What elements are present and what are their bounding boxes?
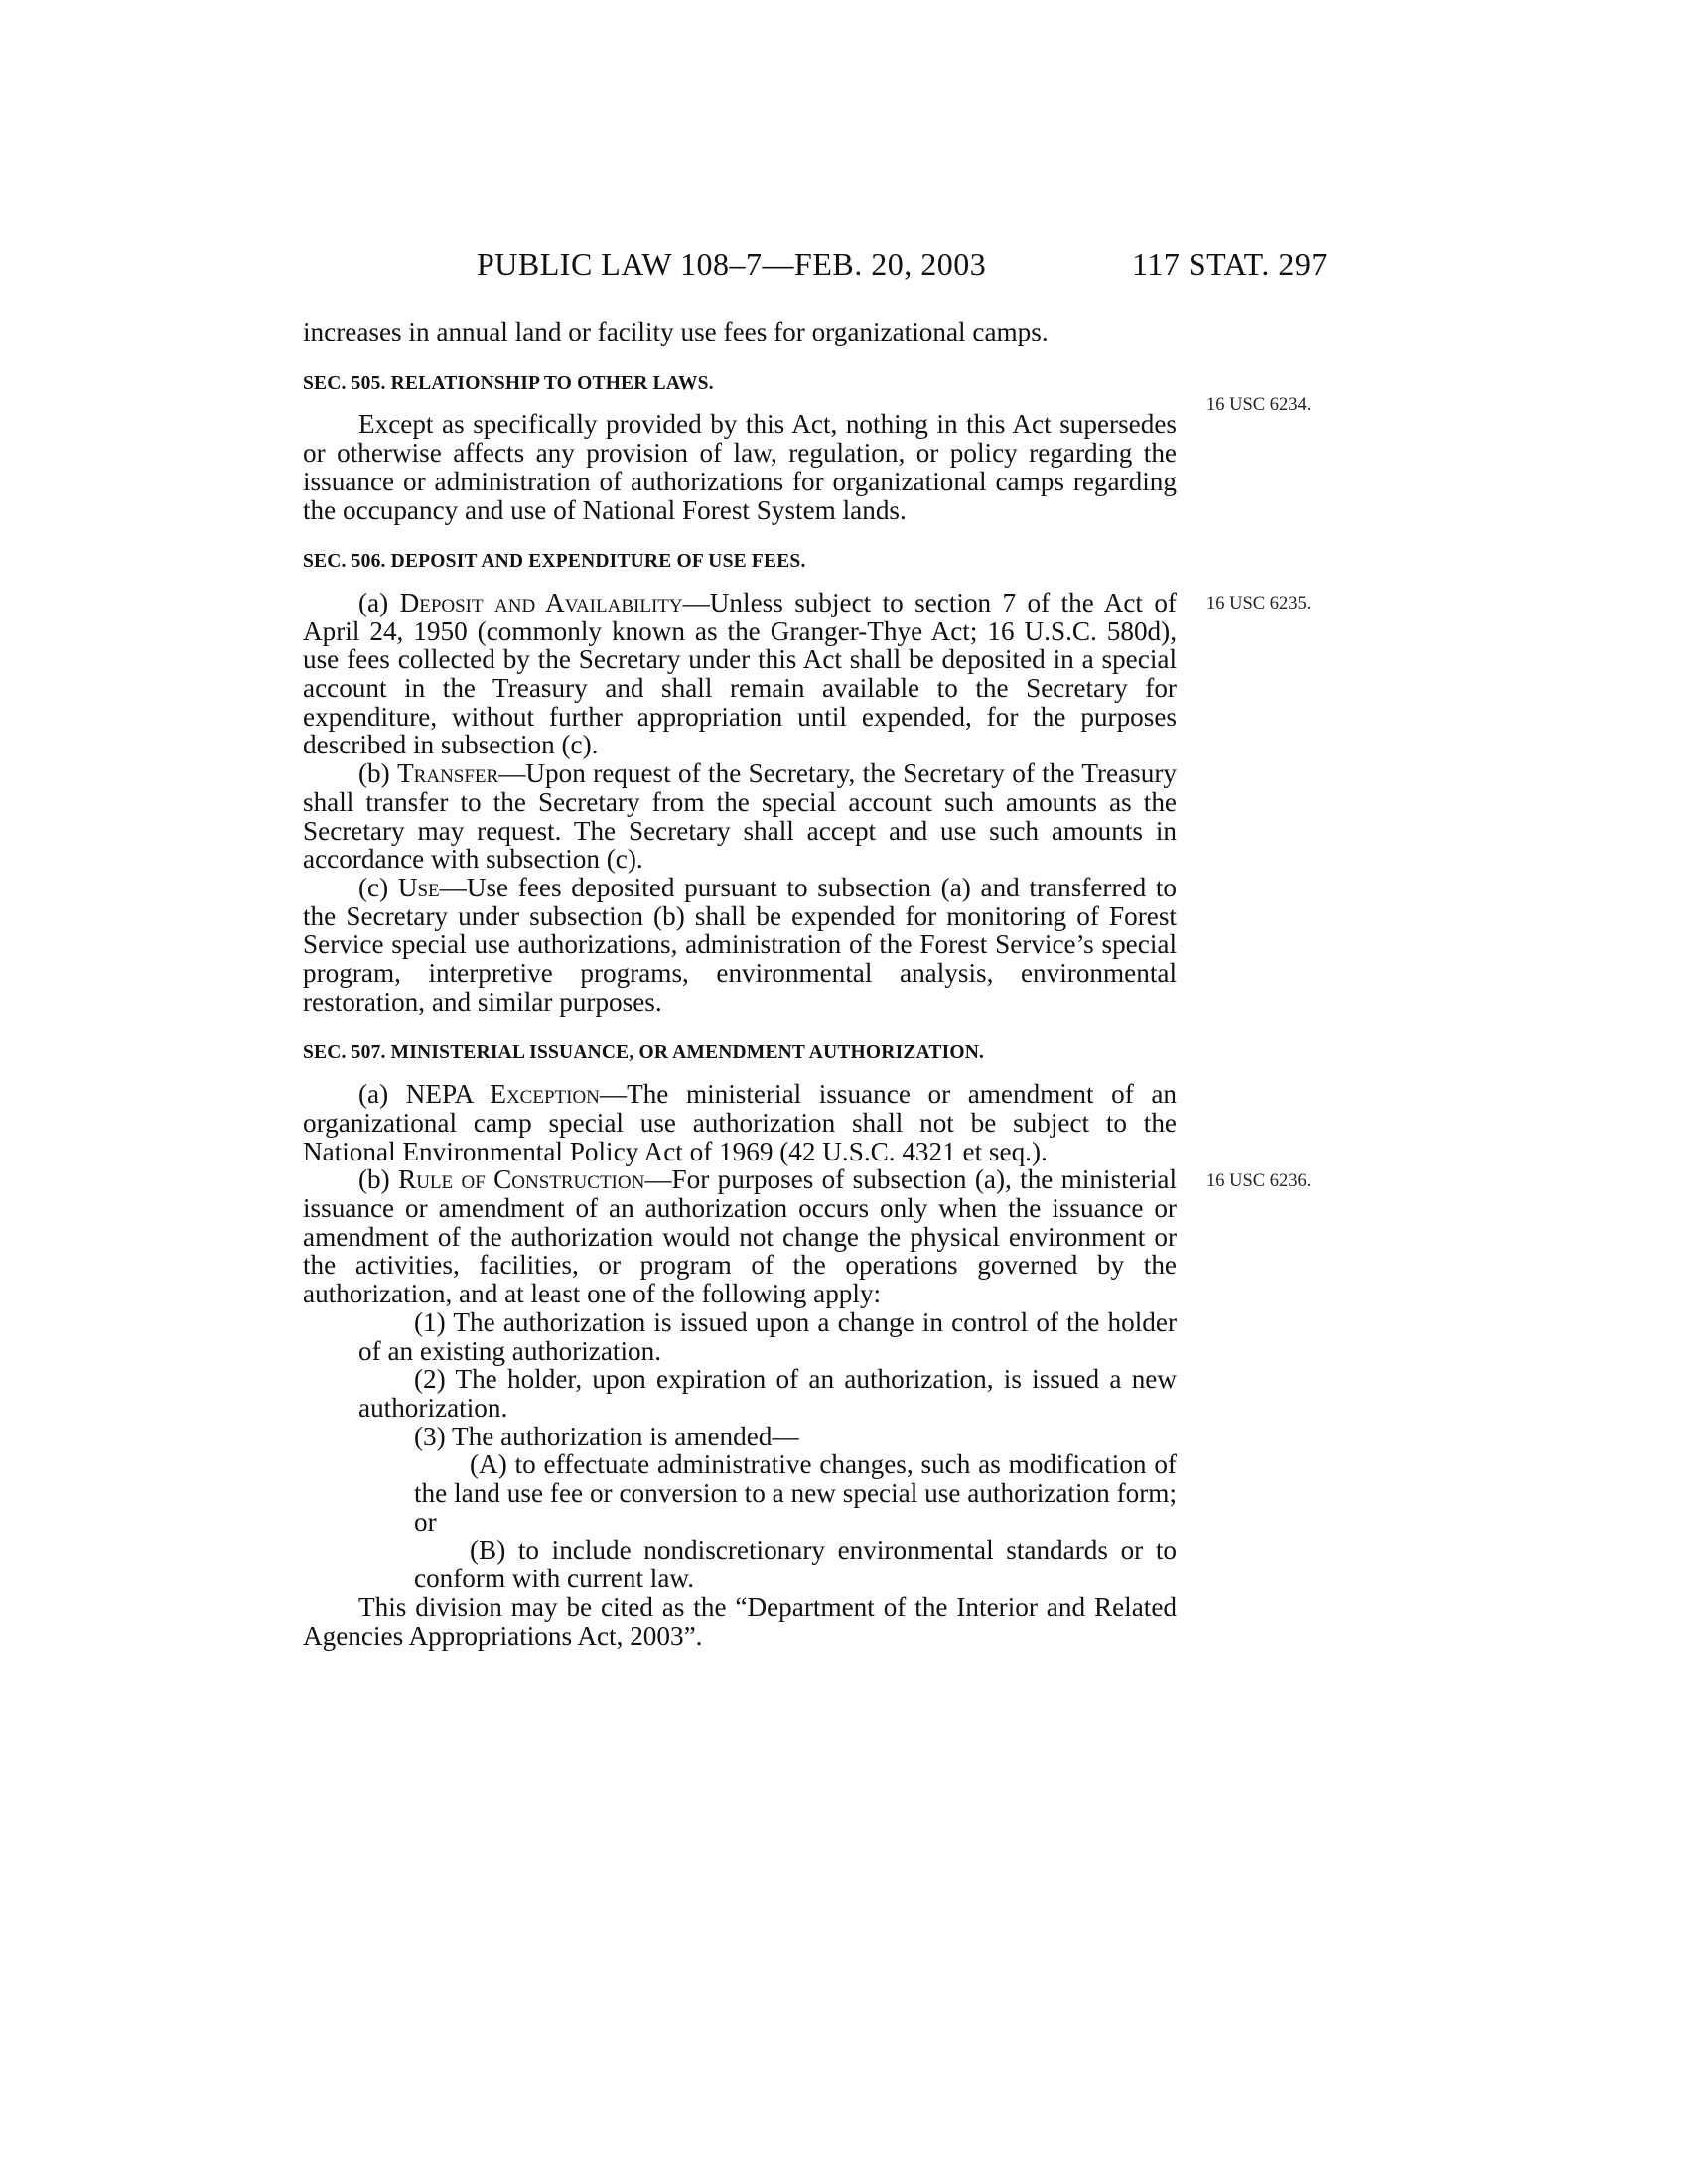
sec507-b-paragraph-1: (1) The authorization is issued upon a change in control of the holder of an existing authorization. bbox=[358, 1306, 1177, 1366]
sec506-subsection-a bbox=[303, 589, 1177, 759]
sec507-heading: SEC. 507. MINISTERIAL ISSUANCE, OR AMENDMENT AUTHORIZATION. bbox=[303, 1042, 985, 1064]
sec507-b-text: —For purposes of subsection (a), the ministerial issuance or amendment of an authorization occurs only when the issuance or amendment of the authorization would not change the physical environment or the activities, facilities, or program of the operations governed by the authorization, and at least one of the following apply: bbox=[303, 1164, 1178, 1309]
margin-note-sec506: 16 USC 6235. bbox=[1206, 594, 1312, 614]
closing-citation: This division may be cited as the “Department of the Interior and Related Agencies Appropriations Act, 2003”. bbox=[303, 1591, 1177, 1651]
sec506-b-caption: Transfer bbox=[397, 758, 499, 789]
document-body bbox=[303, 318, 1177, 1650]
sec506-c-text: —Use fees deposited pursuant to subsection (a) and transferred to the Secretary under subsection (b) shall be expended for monitoring of Forest Service special use authorizations, administration of the Forest Service’s special program, interpretive programs, environmental analysis, environmental restoration, and similar purposes. bbox=[303, 872, 1177, 1017]
sec506-b-text: —Upon request of the Secretary, the Secretary of the Treasury shall transfer to the Secretary from the special account such amounts as the Secretary may request. The Secretary shall accept and use such amounts in accordance with subsection (c). bbox=[303, 758, 1177, 875]
sec505-heading: SEC. 505. RELATIONSHIP TO OTHER LAWS. bbox=[303, 372, 714, 394]
sec505-paragraph: Except as specifically provided by this Act, nothing in this Act supersedes or otherwise affects any provision of law, regulation, or policy regarding the issuance or administration of authorizations for organizational camps regarding the occupancy and use of National Forest System lands. bbox=[303, 409, 1177, 525]
sec507-b-paragraph-3: (3) The authorization is amended— bbox=[414, 1421, 799, 1451]
sec506-subsection-b bbox=[303, 759, 1177, 874]
page-number: 117 STAT. 297 bbox=[1132, 246, 1328, 282]
sec507-b-caption: Rule of Construction bbox=[398, 1164, 645, 1195]
sec507-b-paragraph-2: (2) The holder, upon expiration of an authorization, is issued a new authorization. bbox=[358, 1364, 1177, 1423]
page-header bbox=[477, 246, 1370, 286]
sec506-a-label: (a) bbox=[358, 587, 400, 617]
margin-note-sec507: 16 USC 6236. bbox=[1206, 1171, 1312, 1191]
sec507-subsection-a bbox=[303, 1080, 1177, 1165]
running-head: PUBLIC LAW 108–7—FEB. 20, 2003 bbox=[477, 246, 987, 282]
margin-note-sec505: 16 USC 6234. bbox=[1206, 395, 1312, 415]
sec507-a-text: —The ministerial issuance or amendment of an organizational camp special use authorization shall not be subject to the National Environmental Policy Act of 1969 (42 U.S.C. 4321 et seq.). bbox=[303, 1079, 1177, 1166]
sec506-subsection-c bbox=[303, 874, 1177, 1017]
sec507-a-label: (a) NEPA bbox=[358, 1079, 491, 1110]
sec507-b-3-subparagraph-B: (B) to include nondiscretionary environmental standards or to conform with current law. bbox=[414, 1535, 1177, 1594]
continuation-paragraph: increases in annual land or facility use fees for organizational camps. bbox=[303, 317, 1049, 346]
sec506-a-text: —Unless subject to section 7 of the Act of April 24, 1950 (commonly known as the Granger-Thye Act; 16 U.S.C. 580d), use fees collected by the Secretary under this Act shall be deposited in a special account in the Treasury and shall remain available to the Secretary for expenditure, without further appropriation until expended, for the purposes described in subsection (c). bbox=[303, 587, 1177, 760]
sec507-b-label: (b) bbox=[358, 1164, 399, 1195]
sec507-b-3-subparagraph-A: (A) to effectuate administrative changes, such as modification of the land use fee or conversion to a new special use authorization form; or bbox=[414, 1449, 1177, 1537]
sec506-a-caption: Deposit and Availability bbox=[399, 587, 683, 617]
sec507-a-caption: Exception bbox=[490, 1079, 600, 1110]
sec506-c-caption: Use bbox=[397, 872, 440, 902]
sec506-c-label: (c) bbox=[358, 872, 398, 902]
sec506-b-label: (b) bbox=[358, 758, 398, 789]
sec506-heading: SEC. 506. DEPOSIT AND EXPENDITURE OF USE FEES. bbox=[303, 551, 806, 573]
sec507-subsection-b bbox=[303, 1165, 1177, 1308]
